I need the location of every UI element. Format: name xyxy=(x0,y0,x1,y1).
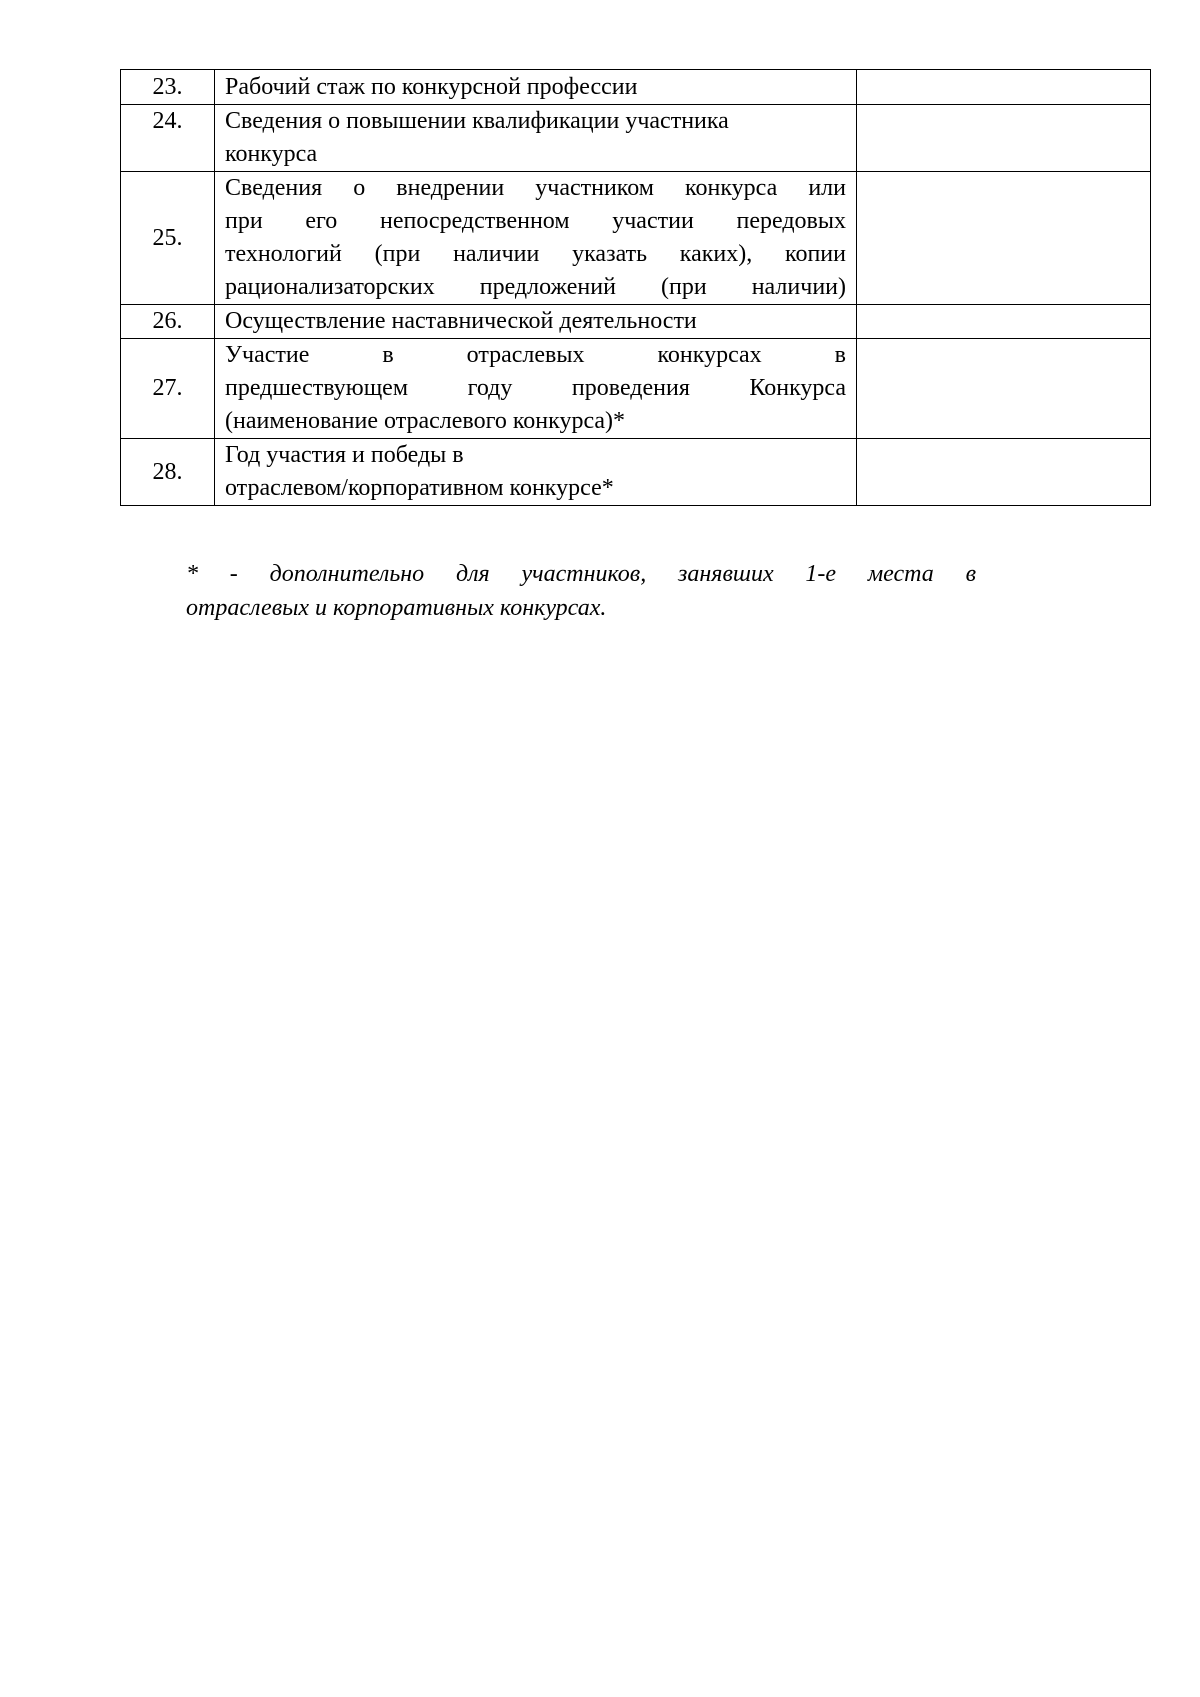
row-number: 24. xyxy=(121,105,215,172)
row-label xyxy=(215,105,857,172)
row-label-line: (наименование отраслевого конкурса)* xyxy=(225,408,626,434)
row-number: 26. xyxy=(121,305,215,339)
table-row xyxy=(121,70,1151,105)
table-row xyxy=(121,305,1151,339)
row-label-line: при его непосредственном участии передовых xyxy=(225,208,846,234)
row-value-cell[interactable] xyxy=(857,339,1151,439)
row-label-line: отраслевом/корпоративном конкурсе* xyxy=(225,475,614,501)
row-label-line: Год участия и победы в xyxy=(225,442,464,468)
row-label xyxy=(215,305,857,339)
row-value-cell[interactable] xyxy=(857,305,1151,339)
table-row xyxy=(121,339,1151,439)
row-value-cell[interactable] xyxy=(857,70,1151,105)
row-label-line: Участие в отраслевых конкурсах в xyxy=(225,342,846,368)
row-label-line: Сведения о повышении квалификации участника xyxy=(225,108,729,134)
row-number: 23. xyxy=(121,70,215,105)
row-value-cell[interactable] xyxy=(857,172,1151,305)
footnote-line: отраслевых и корпоративных конкурсах. xyxy=(186,595,607,621)
row-label-line: предшествующем году проведения Конкурса xyxy=(225,375,846,401)
table-row xyxy=(121,105,1151,172)
table-row xyxy=(121,439,1151,506)
row-label xyxy=(215,172,857,305)
footnote xyxy=(186,557,976,625)
row-label-line: Осуществление наставнической деятельности xyxy=(225,308,697,334)
row-label-line: конкурса xyxy=(225,141,318,167)
row-number: 27. xyxy=(121,339,215,439)
footnote-line: * - дополнительно для участников, занявших 1-е места в xyxy=(186,561,976,587)
row-number: 25. xyxy=(121,172,215,305)
row-label-line: рационализаторских предложений (при наличии) xyxy=(225,274,846,300)
row-label-line: Рабочий стаж по конкурсной профессии xyxy=(225,73,638,100)
row-number: 28. xyxy=(121,439,215,506)
row-label-line: Сведения о внедрении участником конкурса или xyxy=(225,175,846,201)
row-label xyxy=(215,70,857,105)
participant-info-table xyxy=(120,69,1151,506)
table-row xyxy=(121,172,1151,305)
row-value-cell[interactable] xyxy=(857,105,1151,172)
row-label xyxy=(215,439,857,506)
row-label-line: технологий (при наличии указать каких), копии xyxy=(225,241,846,267)
row-value-cell[interactable] xyxy=(857,439,1151,506)
row-label xyxy=(215,339,857,439)
